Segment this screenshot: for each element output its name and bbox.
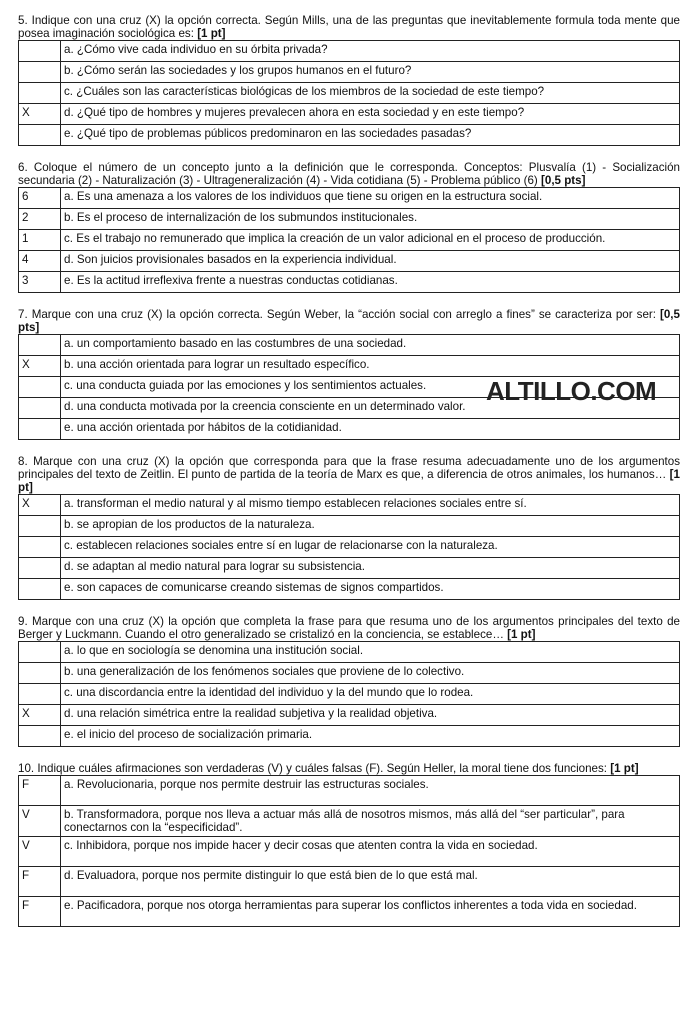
answer-mark-cell[interactable]: F — [19, 897, 61, 927]
table-row — [19, 558, 680, 579]
table-row — [19, 579, 680, 600]
answer-option-text: b. una acción orientada para lograr un resultado específico. — [61, 356, 680, 377]
question-points: [1 pt] — [507, 628, 536, 641]
table-row — [19, 495, 680, 516]
answer-option-text: b. una generalización de los fenómenos sociales que proviene de lo colectivo. — [61, 663, 680, 684]
answer-mark-cell[interactable]: X — [19, 705, 61, 726]
answer-mark-cell[interactable]: 3 — [19, 272, 61, 293]
answer-option-text: e. el inicio del proceso de socialización primaria. — [61, 726, 680, 747]
answer-mark-cell[interactable]: 4 — [19, 251, 61, 272]
answer-mark-cell[interactable] — [19, 663, 61, 684]
answer-option-text: d. Son juicios provisionales basados en la experiencia individual. — [61, 251, 680, 272]
answer-mark-cell[interactable]: V — [19, 806, 61, 837]
table-row — [19, 837, 680, 867]
table-row — [19, 897, 680, 927]
answer-mark-cell[interactable] — [19, 398, 61, 419]
answer-mark-cell[interactable] — [19, 726, 61, 747]
answer-mark-cell[interactable] — [19, 335, 61, 356]
question-prompt: 7. Marque con una cruz (X) la opción correcta. Según Weber, la “acción social con arreglo a fines” se caracteriza por ser: [0,5 pts] — [18, 308, 680, 334]
question-10 — [18, 762, 680, 927]
answer-table — [18, 40, 680, 146]
table-row — [19, 663, 680, 684]
answer-mark-cell[interactable]: V — [19, 837, 61, 867]
table-row — [19, 83, 680, 104]
answer-option-text: e. Pacificadora, porque nos otorga herramientas para superar los conflictos inherentes a toda vida en sociedad. — [61, 897, 680, 927]
table-row — [19, 726, 680, 747]
answer-option-text: b. ¿Cómo serán las sociedades y los grupos humanos en el futuro? — [61, 62, 680, 83]
table-row — [19, 104, 680, 125]
question-9 — [18, 615, 680, 747]
answer-option-text: e. Es la actitud irreflexiva frente a nuestras conductas cotidianas. — [61, 272, 680, 293]
answer-option-text: c. una conducta guiada por las emociones y los sentimientos actuales. — [61, 377, 680, 398]
answer-option-text: b. Transformadora, porque nos lleva a actuar más allá de nosotros mismos, más allá del “ser particular”, para conectarnos con la “especificidad”. — [61, 806, 680, 837]
answer-mark-cell[interactable] — [19, 41, 61, 62]
question-prompt: 6. Coloque el número de un concepto junto a la definición que le corresponda. Conceptos: Plusvalía (1) - Socialización secundaria (2) - Naturalización (3) - Ultrageneralización (4) - Vida cotidiana (5) - Problema público (6) [0,5 pts] — [18, 161, 680, 187]
answer-mark-cell[interactable] — [19, 558, 61, 579]
answer-option-text: a. transforman el medio natural y al mismo tiempo establecen relaciones sociales entre sí. — [61, 495, 680, 516]
answer-option-text: e. una acción orientada por hábitos de la cotidianidad. — [61, 419, 680, 440]
table-row — [19, 806, 680, 837]
question-6 — [18, 161, 680, 293]
table-row — [19, 209, 680, 230]
answer-mark-cell[interactable]: F — [19, 867, 61, 897]
question-points: [1 pt] — [197, 27, 226, 40]
answer-mark-cell[interactable]: F — [19, 776, 61, 806]
table-row — [19, 62, 680, 83]
answer-mark-cell[interactable] — [19, 83, 61, 104]
question-points: [1 pt] — [18, 468, 680, 494]
table-row — [19, 188, 680, 209]
answer-mark-cell[interactable] — [19, 684, 61, 705]
answer-option-text: d. una conducta motivada por la creencia consciente en un determinado valor. — [61, 398, 680, 419]
table-row — [19, 125, 680, 146]
question-points: [0,5 pts] — [541, 174, 586, 187]
question-prompt: 9. Marque con una cruz (X) la opción que completa la frase para que resuma uno de los argumentos principales del texto de Berger y Luckmann. Cuando el otro generalizado se cristalizó en la conciencia, se establece… [1 pt] — [18, 615, 680, 641]
answer-option-text: e. son capaces de comunicarse creando sistemas de signos compartidos. — [61, 579, 680, 600]
table-row — [19, 705, 680, 726]
table-row — [19, 419, 680, 440]
table-row — [19, 642, 680, 663]
answer-option-text: c. establecen relaciones sociales entre sí en lugar de relacionarse con la naturaleza. — [61, 537, 680, 558]
answer-mark-cell[interactable]: 2 — [19, 209, 61, 230]
answer-mark-cell[interactable]: 1 — [19, 230, 61, 251]
answer-table — [18, 187, 680, 293]
answer-mark-cell[interactable] — [19, 642, 61, 663]
answer-mark-cell[interactable] — [19, 579, 61, 600]
answer-table — [18, 494, 680, 600]
answer-option-text: d. se adaptan al medio natural para lograr su subsistencia. — [61, 558, 680, 579]
question-prompt: 8. Marque con una cruz (X) la opción que corresponda para que la frase resuma adecuadamente uno de los argumentos principales del texto de Zeitlin. El punto de partida de la teoría de Marx es que, a diferencia de otros animales, los humanos… [1 pt] — [18, 455, 680, 494]
answer-option-text: b. se apropian de los productos de la naturaleza. — [61, 516, 680, 537]
question-7 — [18, 308, 680, 440]
table-row — [19, 335, 680, 356]
answer-option-text: a. un comportamiento basado en las costumbres de una sociedad. — [61, 335, 680, 356]
answer-mark-cell[interactable]: X — [19, 495, 61, 516]
answer-mark-cell[interactable] — [19, 419, 61, 440]
table-row — [19, 41, 680, 62]
answer-mark-cell[interactable] — [19, 516, 61, 537]
table-row — [19, 272, 680, 293]
answer-mark-cell[interactable]: 6 — [19, 188, 61, 209]
table-row — [19, 251, 680, 272]
table-row — [19, 867, 680, 897]
answer-option-text: a. Revolucionaria, porque nos permite destruir las estructuras sociales. — [61, 776, 680, 806]
answer-option-text: d. ¿Qué tipo de hombres y mujeres prevalecen ahora en esta sociedad y en este tiempo? — [61, 104, 680, 125]
answer-option-text: b. Es el proceso de internalización de los submundos institucionales. — [61, 209, 680, 230]
answer-mark-cell[interactable]: X — [19, 104, 61, 125]
question-prompt: 5. Indique con una cruz (X) la opción correcta. Según Mills, una de las preguntas que inevitablemente formula toda mente que posea imaginación sociológica es: [1 pt] — [18, 14, 680, 40]
table-row — [19, 230, 680, 251]
table-row — [19, 537, 680, 558]
answer-mark-cell[interactable] — [19, 125, 61, 146]
answer-mark-cell[interactable]: X — [19, 356, 61, 377]
answer-table — [18, 775, 680, 927]
answer-option-text: d. Evaluadora, porque nos permite distinguir lo que está bien de lo que está mal. — [61, 867, 680, 897]
answer-table — [18, 641, 680, 747]
question-prompt: 10. Indique cuáles afirmaciones son verdaderas (V) y cuáles falsas (F). Según Heller, la moral tiene dos funciones: [1 pt] — [18, 762, 639, 775]
answer-option-text: c. Inhibidora, porque nos impide hacer y decir cosas que atenten contra la vida en sociedad. — [61, 837, 680, 867]
answer-option-text: c. una discordancia entre la identidad del individuo y la del mundo que lo rodea. — [61, 684, 680, 705]
answer-option-text: a. lo que en sociología se denomina una institución social. — [61, 642, 680, 663]
answer-option-text: c. ¿Cuáles son las características biológicas de los miembros de la sociedad de este tiempo? — [61, 83, 680, 104]
exam-page — [18, 14, 680, 942]
answer-option-text: a. Es una amenaza a los valores de los individuos que tiene su origen en la estructura social. — [61, 188, 680, 209]
answer-mark-cell[interactable] — [19, 62, 61, 83]
answer-option-text: a. ¿Cómo vive cada individuo en su órbita privada? — [61, 41, 680, 62]
table-row — [19, 776, 680, 806]
question-8 — [18, 455, 680, 600]
table-row — [19, 516, 680, 537]
table-row — [19, 684, 680, 705]
answer-mark-cell[interactable] — [19, 537, 61, 558]
answer-option-text: c. Es el trabajo no remunerado que implica la creación de un valor adicional en el proceso de producción. — [61, 230, 680, 251]
answer-mark-cell[interactable] — [19, 377, 61, 398]
question-5 — [18, 14, 680, 146]
watermark-logo: ALTILLO.COM — [486, 376, 657, 406]
answer-option-text: d. una relación simétrica entre la realidad subjetiva y la realidad objetiva. — [61, 705, 680, 726]
question-points: [0,5 pts] — [18, 308, 680, 334]
table-row — [19, 356, 680, 377]
answer-option-text: e. ¿Qué tipo de problemas públicos predominaron en las sociedades pasadas? — [61, 125, 680, 146]
question-points: [1 pt] — [610, 762, 639, 775]
